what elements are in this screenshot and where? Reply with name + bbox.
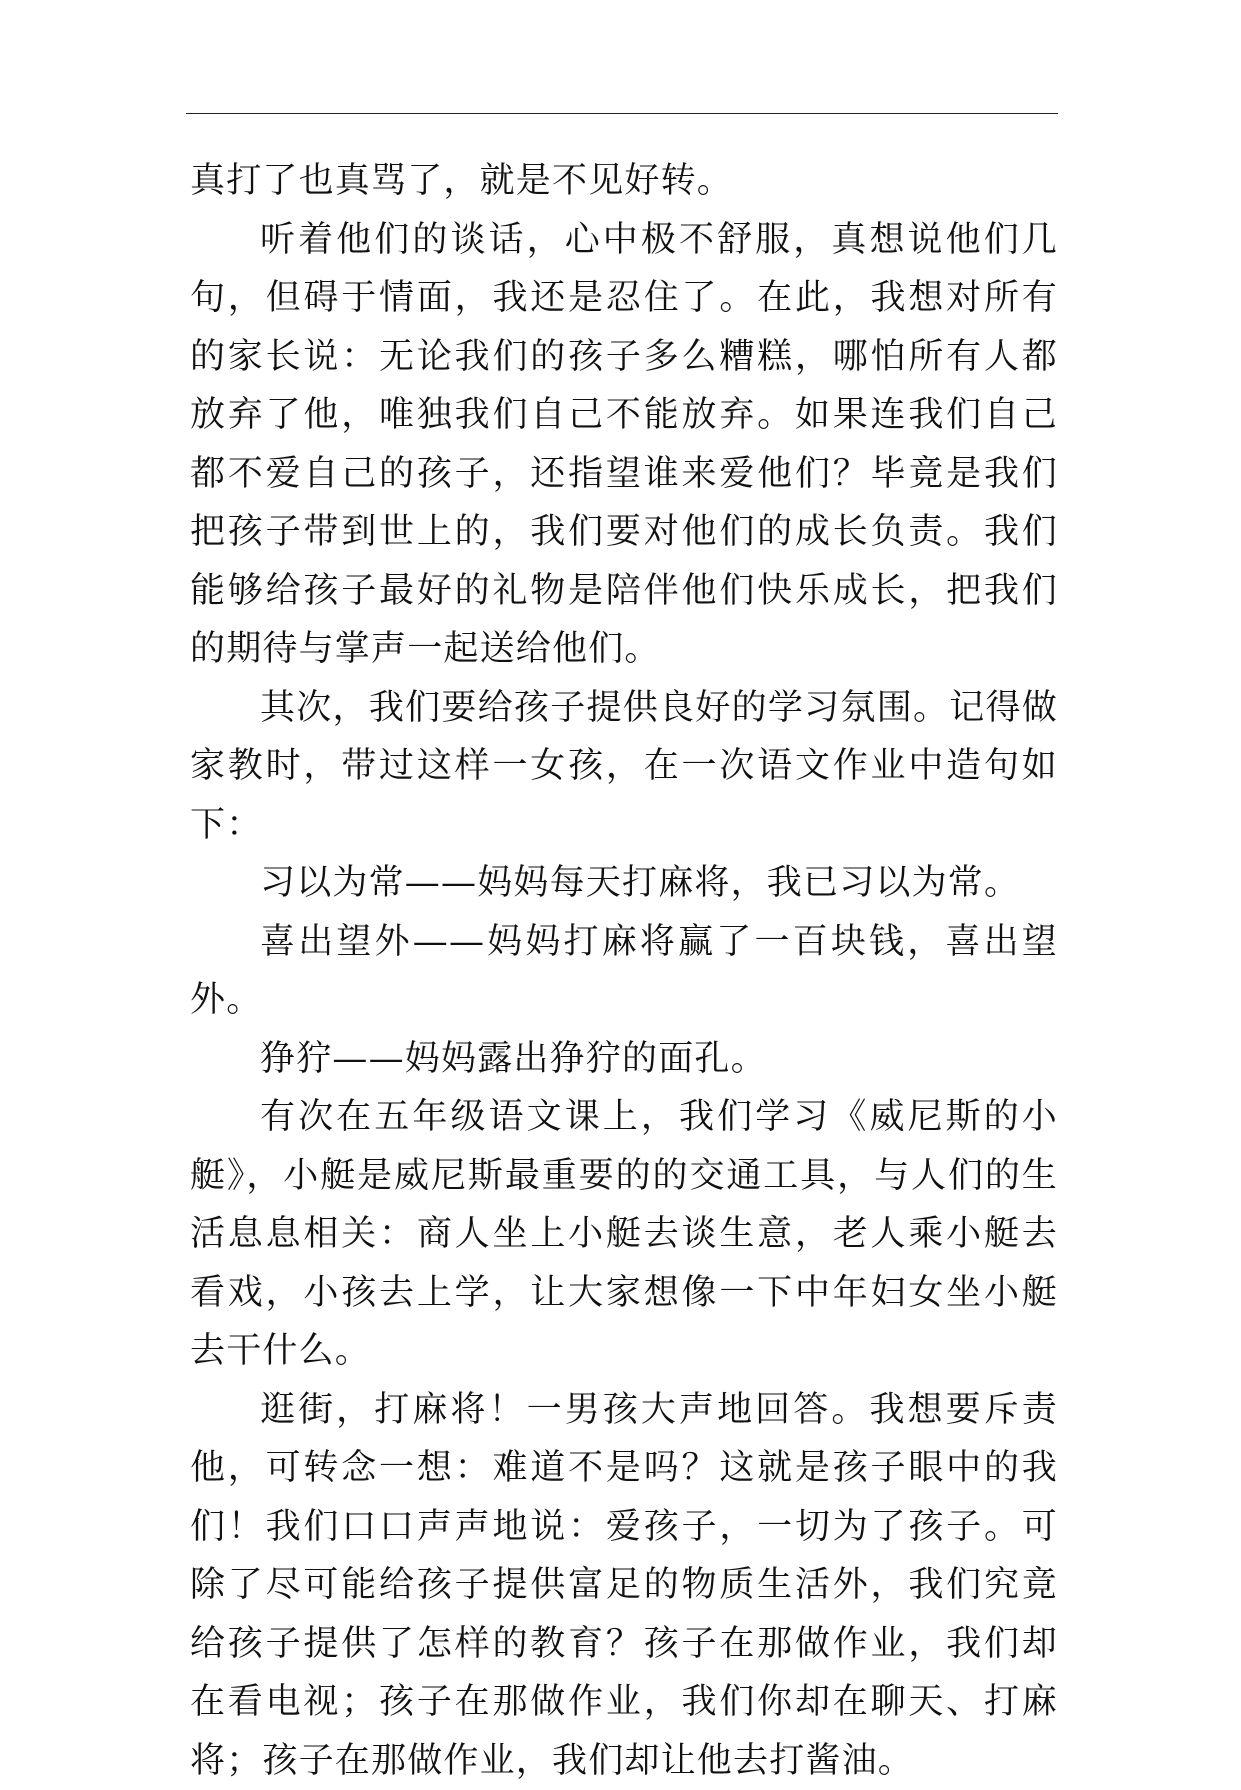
- document-body: [190, 152, 1058, 1790]
- paragraph: 听着他们的谈话，心中极不舒服，真想说他们几句，但碍于情面，我还是忍住了。在此，我想对所有的家长说：无论我们的孩子多么糟糕，哪怕所有人都放弃了他，唯独我们自己不能放弃。如果连我们自己都不爱自己的孩子，还指望谁来爱他们？毕竟是我们把孩子带到世上的，我们要对他们的成长负责。我们能够给孩子最好的礼物是陪伴他们快乐成长，把我们的期待与掌声一起送给他们。: [190, 211, 1058, 679]
- paragraph: 有次在五年级语文课上，我们学习《威尼斯的小艇》，小艇是威尼斯最重要的的交通工具，与人们的生活息息相关：商人坐上小艇去谈生意，老人乘小艇去看戏，小孩去上学，让大家想像一下中年妇女坐小艇去干什么。: [190, 1088, 1058, 1381]
- paragraph: 逛街，打麻将！一男孩大声地回答。我想要斥责他，可转念一想：难道不是吗？这就是孩子眼中的我们！我们口口声声地说：爱孩子，一切为了孩子。可除了尽可能给孩子提供富足的物质生活外，我们究竟给孩子提供了怎样的教育？孩子在那做作业，我们却在看电视；孩子在那做作业，我们你却在聊天、打麻将；孩子在那做作业，我们却让他去打酱油。: [190, 1381, 1058, 1790]
- example-sentence: 狰狞——妈妈露出狰狞的面孔。: [190, 1030, 1058, 1089]
- example-sentence: 习以为常——妈妈每天打麻将，我已习以为常。: [190, 854, 1058, 913]
- paragraph-continuation: 真打了也真骂了，就是不见好转。: [190, 152, 1058, 211]
- example-sentence: 喜出望外——妈妈打麻将赢了一百块钱，喜出望外。: [190, 913, 1058, 1030]
- header-rule: [186, 113, 1058, 114]
- paragraph: 其次，我们要给孩子提供良好的学习氛围。记得做家教时，带过这样一女孩，在一次语文作业中造句如下：: [190, 679, 1058, 855]
